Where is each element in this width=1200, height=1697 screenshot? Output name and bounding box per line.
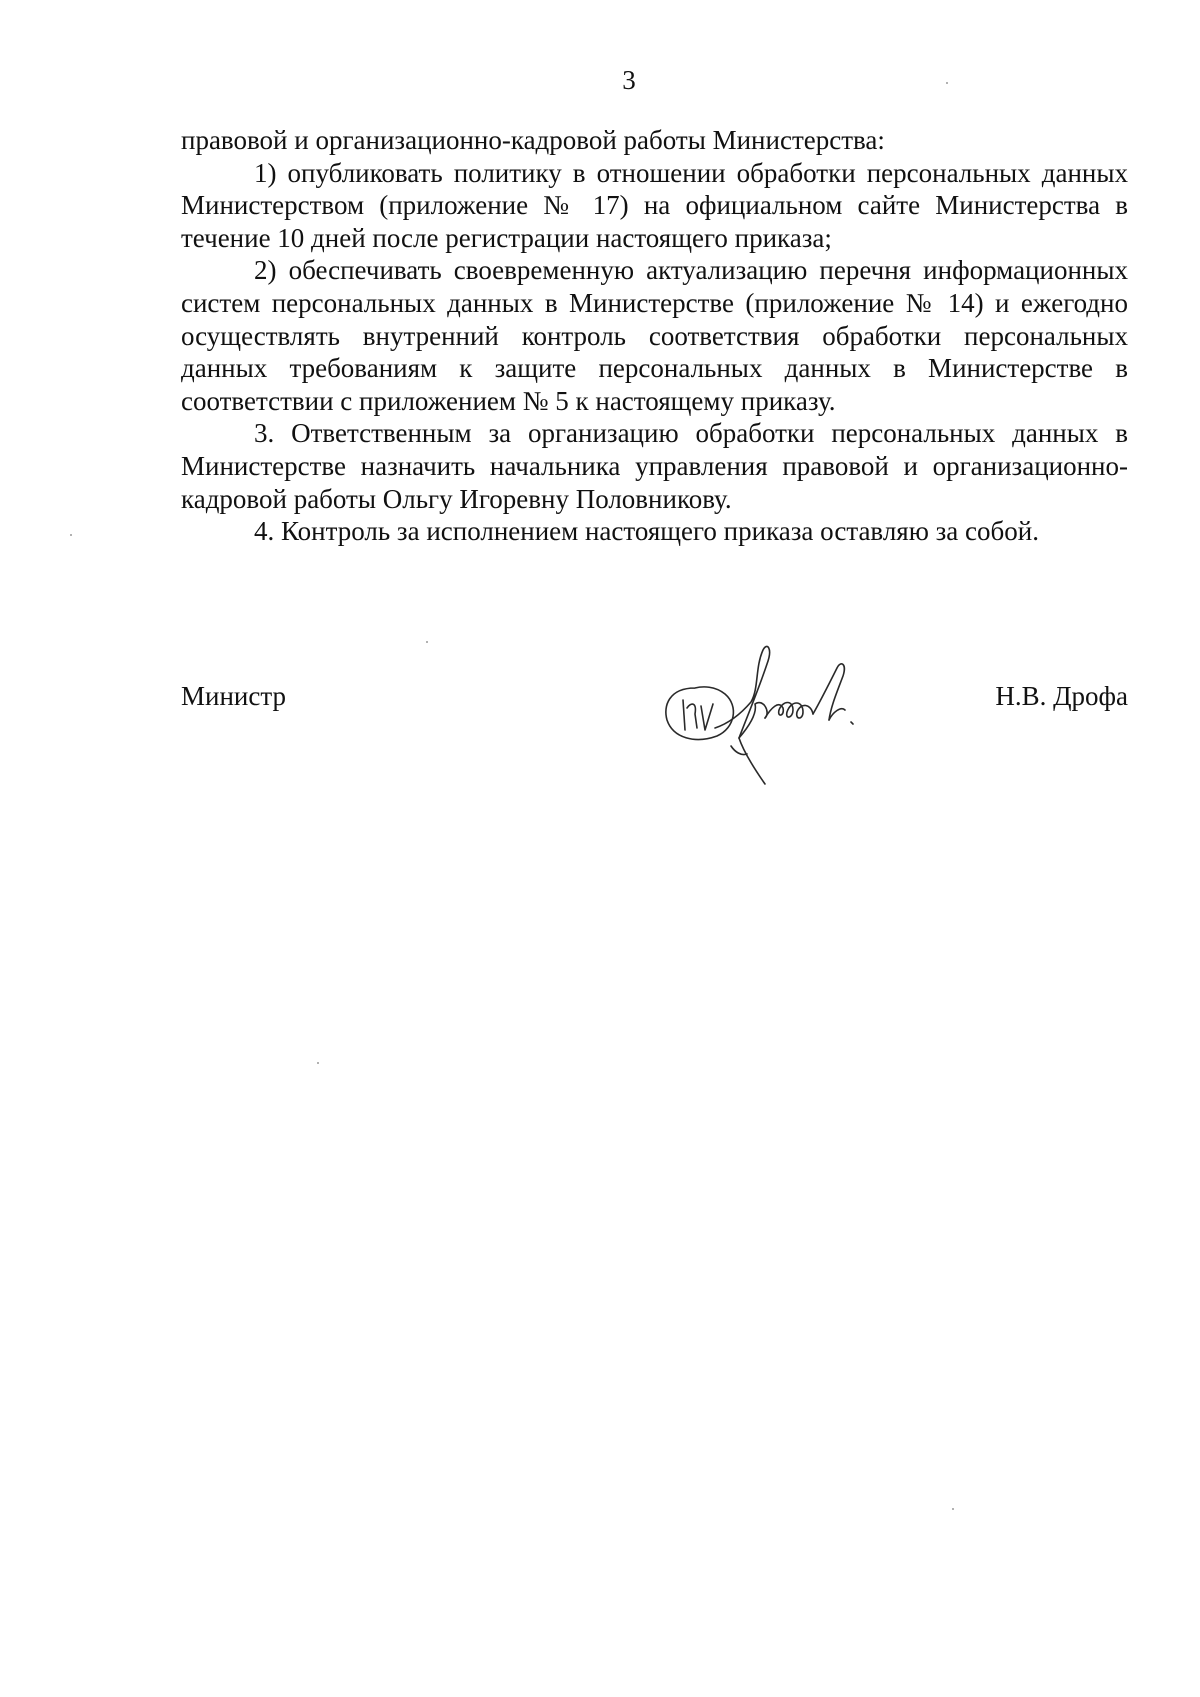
signatory-name: Н.В. Дрофа — [995, 681, 1128, 711]
signatory-title: Министр — [181, 681, 286, 711]
paragraph-continuation: правовой и организационно-кадровой работы Министерства: — [181, 125, 885, 155]
scan-speck — [426, 641, 428, 643]
page-number: 3 — [622, 65, 636, 95]
paragraph-item-1: 1) опубликовать политику в отношении обработки персональных данных Министерством (приложение № 17) на официальном сайте Министерства в течение 10 дней после регистрации настоящего приказа; — [181, 157, 1128, 253]
handwritten-signature — [655, 628, 895, 798]
scan-speck — [946, 82, 948, 84]
scan-speck — [317, 1062, 319, 1064]
scan-speck — [952, 1508, 954, 1510]
paragraph-item-4: 4. Контроль за исполнением настоящего приказа оставляю за собой. — [254, 516, 1039, 547]
scan-speck — [70, 534, 72, 536]
paragraph-item-2: 2) обеспечивать своевременную актуализацию перечня информационных систем персональных данных в Министерстве (приложение № 14) и ежегодно осуществлять внутренний контроль соответствия обработки персональных данных требованиям к защите персональных данных в Министерстве в соответствии с приложением № 5 к настоящему приказу. — [181, 255, 1128, 416]
document-body — [181, 124, 1128, 548]
paragraph-item-3: 3. Ответственным за организацию обработки персональных данных в Министерстве назначить начальника управления правовой и организационно-кадровой работы Ольгу Игоревну Половникову. — [181, 418, 1128, 514]
